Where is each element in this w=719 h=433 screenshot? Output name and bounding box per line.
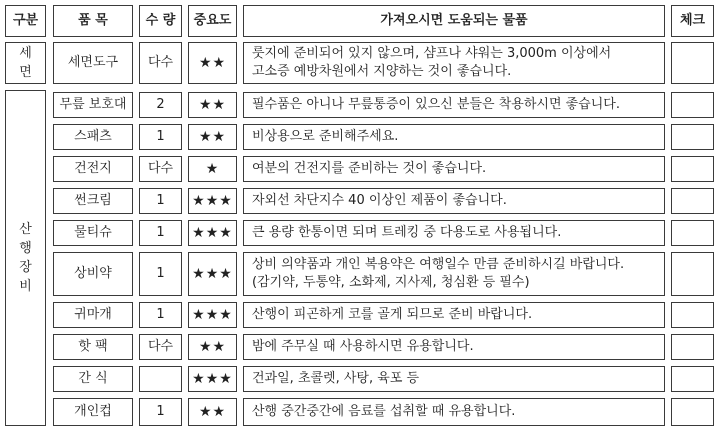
row-item: 무릎 보호대 xyxy=(53,92,133,118)
row-check-box[interactable] xyxy=(671,124,714,150)
row-qty xyxy=(139,366,182,392)
row-check-box[interactable] xyxy=(671,220,714,246)
row-item: 상비약 xyxy=(53,252,133,296)
row-item: 건전지 xyxy=(53,156,133,182)
header-description: 가져오시면 도움되는 물품 xyxy=(243,5,665,37)
row-check-box[interactable] xyxy=(671,42,714,84)
row-importance-stars: ★★ xyxy=(188,42,237,84)
group-label-wash xyxy=(5,42,46,84)
group-label-char: 행 xyxy=(19,241,32,256)
row-item: 썬크림 xyxy=(53,188,133,214)
row-description: 건과일, 초콜렛, 사탕, 육포 등 xyxy=(243,366,665,392)
row-qty: 1 xyxy=(139,188,182,214)
group-label-char: 장 xyxy=(19,260,32,275)
row-check-box[interactable] xyxy=(671,366,714,392)
row-importance-stars: ★★★ xyxy=(188,366,237,392)
row-importance-stars: ★★ xyxy=(188,124,237,150)
row-description: 자외선 차단지수 40 이상인 제품이 좋습니다. xyxy=(243,188,665,214)
row-importance-stars: ★★ xyxy=(188,92,237,118)
row-description: 밤에 주무실 때 사용하시면 유용합니다. xyxy=(243,334,665,360)
row-importance-stars: ★★★ xyxy=(188,252,237,296)
row-qty: 다수 xyxy=(139,42,182,84)
row-description: 산행이 피곤하게 코를 골게 되므로 준비 바랍니다. xyxy=(243,302,665,328)
row-qty: 1 xyxy=(139,398,182,426)
row-item: 귀마개 xyxy=(53,302,133,328)
row-item: 세면도구 xyxy=(53,42,133,84)
row-item: 핫 팩 xyxy=(53,334,133,360)
header-qty: 수 량 xyxy=(139,5,182,37)
row-item: 물티슈 xyxy=(53,220,133,246)
row-qty: 다수 xyxy=(139,334,182,360)
row-description: 필수품은 아니나 무릎통증이 있으신 분들은 착용하시면 좋습니다. xyxy=(243,92,665,118)
row-importance-stars: ★★ xyxy=(188,398,237,426)
header-check: 체크 xyxy=(671,5,714,37)
row-check-box[interactable] xyxy=(671,156,714,182)
row-importance-stars: ★★★ xyxy=(188,302,237,328)
row-item: 개인컵 xyxy=(53,398,133,426)
row-qty: 1 xyxy=(139,124,182,150)
row-qty: 다수 xyxy=(139,156,182,182)
row-description: 여분의 건전지를 준비하는 것이 좋습니다. xyxy=(243,156,665,182)
row-description-line: (감기약, 두통약, 소화제, 지사제, 청심환 등 필수) xyxy=(252,275,530,290)
header-item: 품 목 xyxy=(53,5,133,37)
row-description: 큰 용량 한통이면 되며 트레킹 중 다용도로 사용됩니다. xyxy=(243,220,665,246)
row-qty: 1 xyxy=(139,252,182,296)
group-label-char: 산 xyxy=(19,222,32,237)
row-check-box[interactable] xyxy=(671,188,714,214)
row-qty: 1 xyxy=(139,220,182,246)
group-label-char: 세 xyxy=(19,46,32,61)
row-check-box[interactable] xyxy=(671,92,714,118)
row-description xyxy=(243,42,665,84)
row-item: 간 식 xyxy=(53,366,133,392)
row-importance-stars: ★★ xyxy=(188,334,237,360)
row-check-box[interactable] xyxy=(671,302,714,328)
row-importance-stars: ★ xyxy=(188,156,237,182)
row-qty: 1 xyxy=(139,302,182,328)
row-check-box[interactable] xyxy=(671,334,714,360)
row-check-box[interactable] xyxy=(671,252,714,296)
header-importance: 중요도 xyxy=(188,5,237,37)
row-importance-stars: ★★★ xyxy=(188,220,237,246)
row-check-box[interactable] xyxy=(671,398,714,426)
row-description-line: 룻지에 준비되어 있지 않으며, 샴프나 샤워는 3,000m 이상에서 xyxy=(252,46,612,61)
group-label-char: 비 xyxy=(19,279,32,294)
row-importance-stars: ★★★ xyxy=(188,188,237,214)
row-description-line: 상비 의약품과 개인 복용약은 여행일수 만큼 준비하시길 바랍니다. xyxy=(252,257,625,272)
row-item: 스패츠 xyxy=(53,124,133,150)
row-description xyxy=(243,252,665,296)
group-label-char: 면 xyxy=(19,65,32,80)
row-description: 산행 중간중간에 음료를 섭취할 때 유용합니다. xyxy=(243,398,665,426)
row-description: 비상용으로 준비해주세요. xyxy=(243,124,665,150)
group-label-trekking-gear xyxy=(5,90,46,426)
row-qty: 2 xyxy=(139,92,182,118)
row-description-line: 고소증 예방차원에서 지양하는 것이 좋습니다. xyxy=(252,64,512,79)
header-category: 구분 xyxy=(5,5,46,37)
